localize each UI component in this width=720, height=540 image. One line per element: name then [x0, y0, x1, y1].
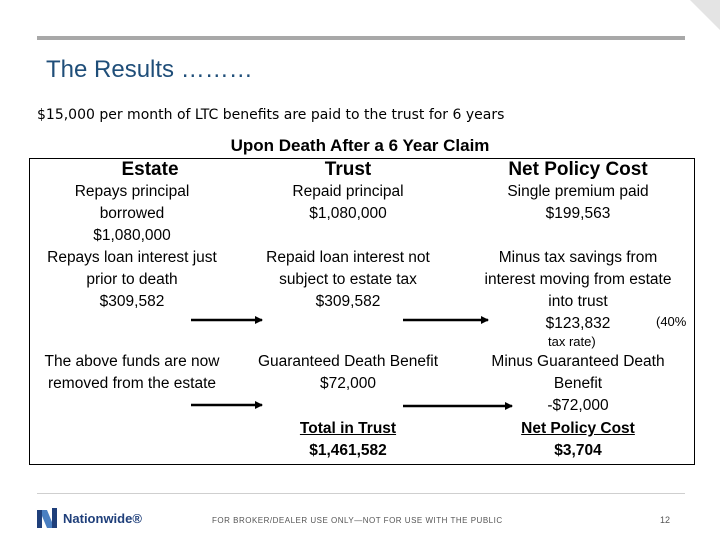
- net-death-benefit-line: Minus Guaranteed Death: [491, 353, 665, 370]
- column-header-net-policy-cost: Net Policy Cost: [508, 159, 648, 180]
- trust-total-cell: [243, 418, 453, 462]
- estate-principal-line: Repays principal: [74, 183, 190, 200]
- tax-rate-percent: (40%: [656, 314, 687, 329]
- net-tax-savings-amount: $123,832: [545, 315, 611, 332]
- net-tax-savings-line: interest moving from estate: [484, 271, 672, 288]
- estate-interest-cell: [22, 247, 242, 313]
- trust-principal-line: Repaid principal: [292, 183, 404, 200]
- trust-death-benefit-line: Guaranteed Death Benefit: [257, 353, 439, 370]
- trust-interest-line: Repaid loan interest not: [266, 249, 430, 266]
- table-heading: Upon Death After a 6 Year Claim: [230, 136, 490, 155]
- net-premium-cell: [468, 181, 688, 225]
- estate-interest-line: Repays loan interest just: [47, 249, 217, 266]
- corner-decoration: [690, 0, 720, 30]
- trust-interest-cell: [243, 247, 453, 313]
- net-tax-savings-cell: [468, 247, 688, 335]
- net-final-cost-cell: [468, 418, 688, 462]
- estate-principal-line: borrowed: [99, 205, 165, 222]
- net-death-benefit-cell: [468, 351, 688, 417]
- footer-logo: [36, 506, 142, 530]
- net-death-benefit-amount: -$72,000: [547, 397, 609, 414]
- estate-removed-line: removed from the estate: [48, 375, 216, 392]
- estate-principal-cell: [22, 181, 242, 247]
- trust-interest-amount: $309,582: [315, 293, 381, 310]
- estate-interest-line: prior to death: [86, 271, 178, 288]
- trust-death-benefit-amount: $72,000: [319, 375, 377, 392]
- trust-interest-line: subject to estate tax: [279, 271, 417, 288]
- tax-rate-label: tax rate): [548, 334, 596, 349]
- estate-principal-amount: $1,080,000: [93, 227, 171, 244]
- column-header-trust: Trust: [324, 159, 372, 180]
- page-number: 12: [660, 515, 671, 525]
- estate-removed-cell: [22, 351, 242, 395]
- trust-death-benefit-cell: [243, 351, 453, 395]
- net-death-benefit-line: Benefit: [553, 375, 603, 392]
- net-premium-amount: $199,563: [545, 205, 611, 222]
- net-final-cost-label: Net Policy Cost: [521, 420, 635, 437]
- nationwide-logo-icon: [36, 506, 58, 530]
- column-header-estate: Estate: [121, 159, 179, 180]
- net-tax-savings-line: into trust: [548, 293, 608, 310]
- top-rule: [37, 36, 685, 40]
- estate-interest-amount: $309,582: [99, 293, 165, 310]
- trust-total-label: Total in Trust: [299, 420, 397, 437]
- trust-total-value: $1,461,582: [309, 442, 387, 459]
- footer-disclaimer: FOR BROKER/DEALER USE ONLY—NOT FOR USE WITH THE PUBLIC: [212, 516, 503, 525]
- net-tax-savings-line: Minus tax savings from: [498, 249, 658, 266]
- trust-principal-amount: $1,080,000: [309, 205, 387, 222]
- net-premium-line: Single premium paid: [507, 183, 649, 200]
- slide-subtitle: $15,000 per month of LTC benefits are paid to the trust for 6 years: [37, 107, 505, 123]
- trust-principal-cell: [243, 181, 453, 225]
- bottom-rule: [37, 493, 685, 494]
- net-final-cost-value: $3,704: [554, 442, 602, 459]
- estate-removed-line: The above funds are now: [44, 353, 220, 370]
- nationwide-logo-text: Nationwide®: [63, 510, 142, 526]
- slide-title: The Results ………: [46, 56, 253, 83]
